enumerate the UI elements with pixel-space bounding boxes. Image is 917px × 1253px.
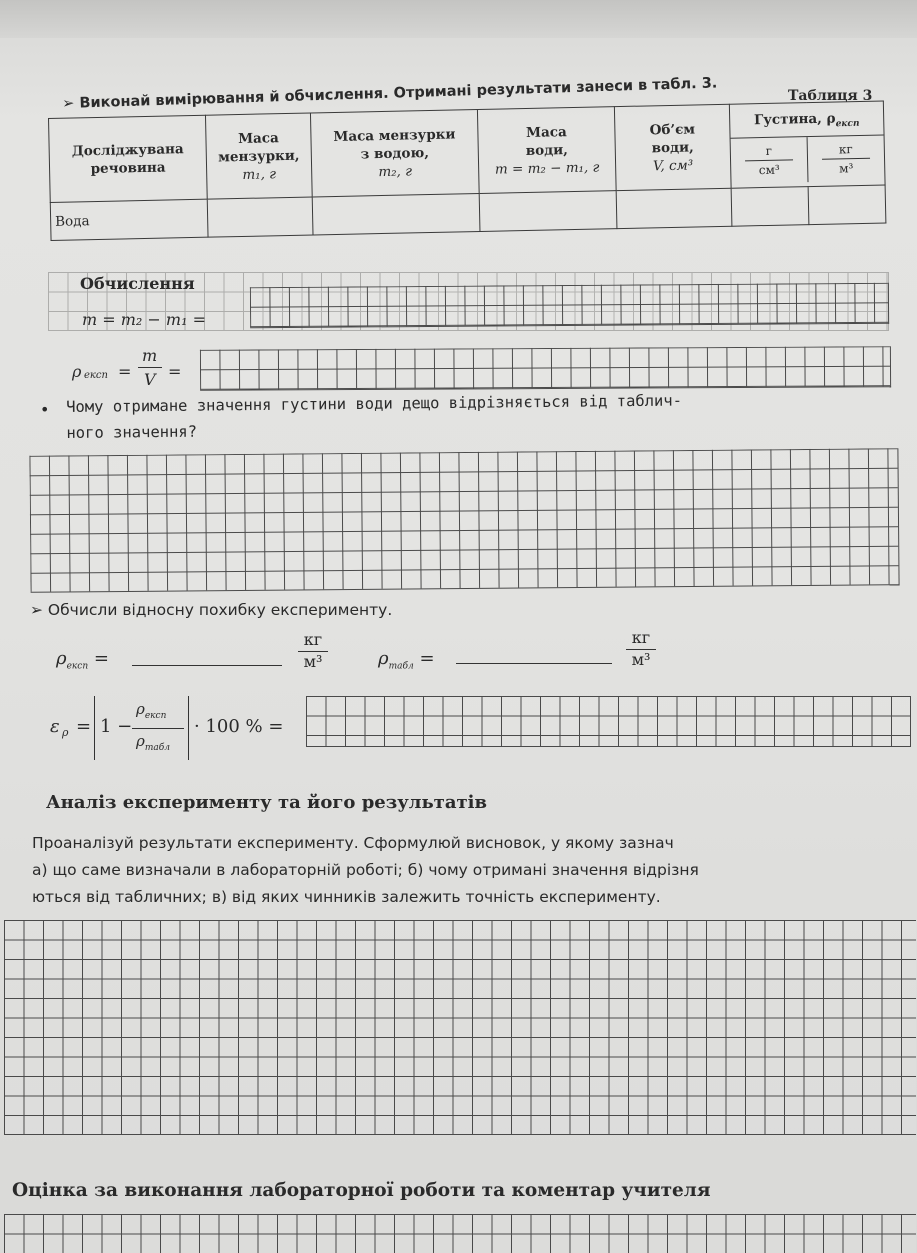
header-mass-water: Маса води, m = m₂ − m₁, г [477,107,616,194]
row-water-label: Вода [50,199,208,240]
cell-density-kg-m3[interactable] [808,185,886,225]
unit-kg-per-m3: кг м³ [808,136,885,183]
header-density: Густина, $\rho_{експ}$ г см³ кг м³ [729,101,885,188]
formula-density: ρ експ = m V = [72,346,182,389]
rho-exp-blank[interactable] [132,665,282,666]
unit-g-per-cm3: г см³ [731,137,809,184]
instruction-measure: ➢ Виконай вимірювання й обчислення. Отримані результати занеси в табл. 3. [62,75,718,112]
cell-m1[interactable] [207,197,313,237]
instruction-error: ➢ Обчисли відносну похибку експерименту. [30,601,393,619]
arrow-icon: ➢ [62,95,80,112]
answer-grid-density[interactable] [200,346,891,391]
analysis-heading: Аналіз експерименту та його результатів [46,792,487,813]
unit-fraction-1: кг м³ [298,630,328,671]
results-table [48,100,886,240]
cell-density-g-cm3[interactable] [731,187,809,227]
analysis-instructions: Проаналізуй результати експерименту. Сформулюй висновок, у якому зазнач а) що саме визначали в лабораторній роботі; б) чому отримані значення відрізня ються від табличних; в) від яких чинників залежить точність експерименту. [32,834,699,906]
bullet-icon: • [40,400,50,419]
table-label: Таблиця 3 [788,88,873,104]
relative-error-formula: ε ρ = 1 − $\rho_{експ}$ $\rho_{табл}$ · 100 % = [46,694,306,766]
unit-fraction-2: кг м³ [626,628,656,669]
answer-grid-mass[interactable] [250,283,889,328]
answer-grid-analysis[interactable] [4,920,916,1135]
rho-exp-label: $\rho_{експ}$ = [56,648,109,672]
rho-tab-blank[interactable] [456,663,612,664]
answer-grid-question[interactable] [29,448,899,593]
header-substance: Досліджувана речовина [49,115,208,202]
header-mass-beaker: Маса мензурки, m₁, г [205,113,312,199]
answer-grid-grade[interactable] [4,1214,916,1253]
cell-m2[interactable] [312,193,480,234]
cell-v[interactable] [616,188,732,228]
header-mass-water-beaker: Маса мензурки з водою, m₂, г [310,110,479,197]
formula-mass: m = m₂ − m₁ = [82,310,206,329]
answer-grid-error[interactable] [306,696,911,747]
calc-heading: Обчислення [80,274,195,293]
header-volume: Об’єм води, V, см³ [614,104,731,190]
grade-heading: Оцінка за виконання лабораторної роботи та коментар учителя [12,1180,711,1201]
page-top-shadow [0,0,917,38]
question-text: Чому отримане значення густини води дещо відрізняється від таблич- ного значення? [66,391,683,442]
rho-tab-label: $\rho_{табл}$ = [378,648,435,672]
arrow-icon: ➢ [30,601,48,619]
cell-m[interactable] [479,191,617,232]
